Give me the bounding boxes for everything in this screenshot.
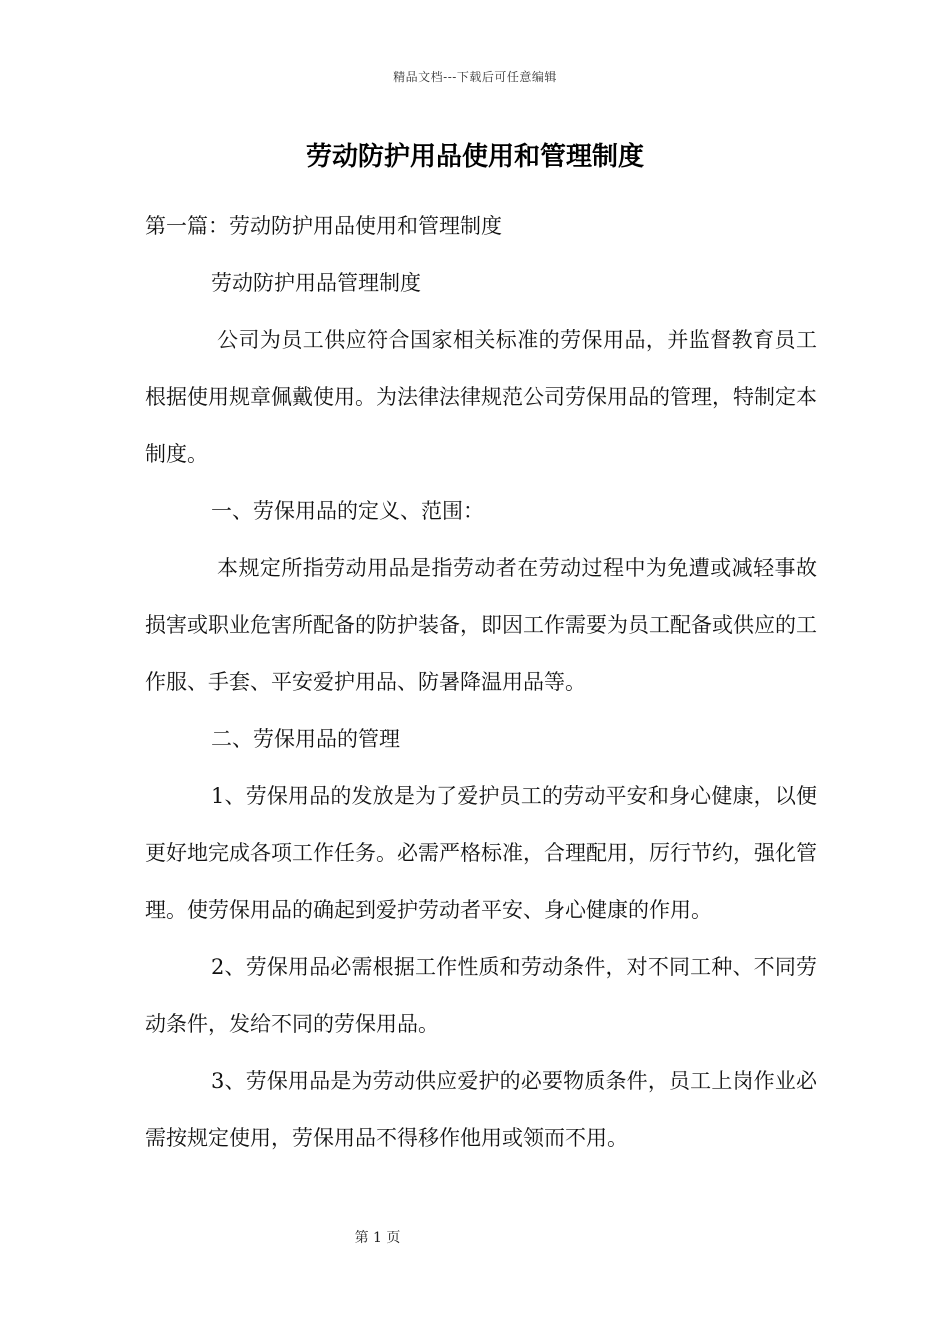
body-paragraph: 本规定所指劳动用品是指劳动者在劳动过程中为免遭或减轻事故损害或职业危害所配备的防护装备，即因工作需要为员工配备或供应的工作服、手套、平安爱护用品、防暑降温用品等。 — [145, 556, 817, 694]
document-body — [145, 198, 817, 1167]
body-paragraph: 1、劳保用品的发放是为了爱护员工的劳动平安和身心健康，以便更好地完成各项工作任务。必需严格标准，合理配用，厉行节约，强化管理。使劳保用品的确起到爱护劳动者平安、身心健康的作用。 — [145, 784, 817, 922]
clause-heading: 二、劳保用品的管理 — [211, 727, 400, 751]
body-paragraph: 公司为员工供应符合国家相关标准的劳保用品，并监督教育员工根据使用规章佩戴使用。为法律法律规范公司劳保用品的管理，特制定本制度。 — [145, 328, 817, 466]
body-paragraph: 2、劳保用品必需根据工作性质和劳动条件，对不同工种、不同劳动条件，发给不同的劳保用品。 — [145, 955, 817, 1036]
section-heading: 第一篇：劳动防护用品使用和管理制度 — [145, 214, 502, 238]
page-number: 第 1 页 — [354, 1230, 401, 1246]
clause-heading: 一、劳保用品的定义、范围： — [211, 499, 484, 523]
header-note: 精品文档---下载后可任意编辑 — [393, 70, 557, 84]
document-title: 劳动防护用品使用和管理制度 — [305, 142, 644, 172]
subsection-heading: 劳动防护用品管理制度 — [211, 271, 421, 295]
body-paragraph: 3、劳保用品是为劳动供应爱护的必要物质条件，员工上岗作业必需按规定使用，劳保用品不得移作他用或领而不用。 — [145, 1069, 817, 1150]
